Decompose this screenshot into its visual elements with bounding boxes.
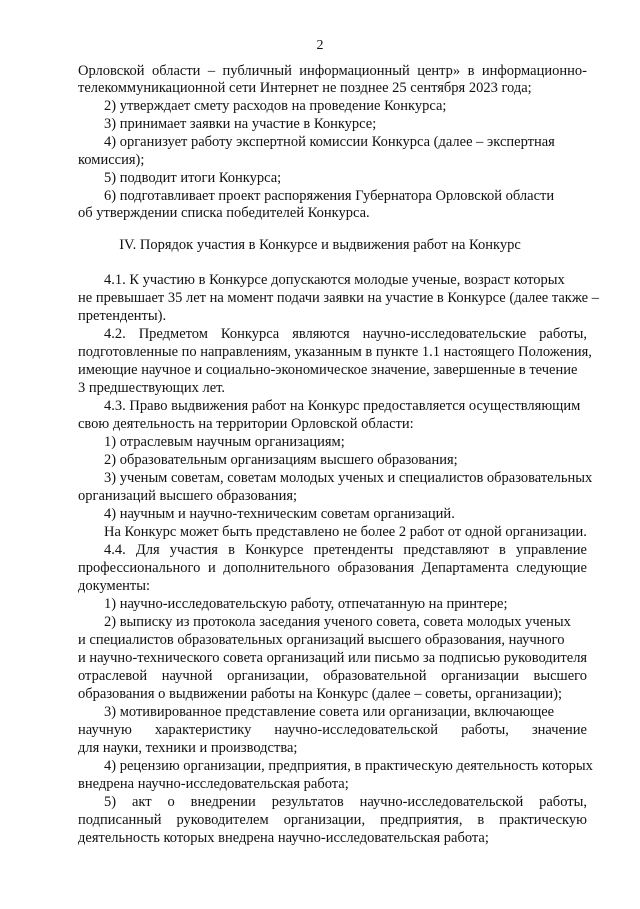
- list-item: 4) рецензию организации, предприятия, в практическую деятельность которых: [104, 758, 593, 774]
- page-number: 2: [316, 38, 324, 53]
- list-item: 2) выписку из протокола заседания ученого совета, совета молодых ученых: [104, 614, 571, 630]
- list-item: 3) принимает заявки на участие в Конкурсе;: [104, 116, 377, 132]
- paragraph-line: 4.3. Право выдвижения работ на Конкурс предоставляется осуществляющим: [104, 398, 581, 414]
- text-line: для науки, техники и производства;: [78, 740, 298, 756]
- list-item: 4) организует работу экспертной комиссии Конкурса (далее – экспертная: [104, 134, 555, 150]
- text-line: профессионального и дополнительного образования Департамента следующие: [78, 560, 587, 576]
- text-line: документы:: [78, 578, 151, 594]
- list-item: 5) акт о внедрении результатов научно-исследовательской работы,: [104, 794, 587, 810]
- text-line: и специалистов образовательных организаций высшего образования, научного: [78, 632, 565, 648]
- section-title: IV. Порядок участия в Конкурсе и выдвижения работ на Конкурс: [119, 237, 521, 253]
- text-line: отраслевой научной организации, образовательной организации высшего: [78, 668, 587, 684]
- paragraph-line: 4.4. Для участия в Конкурсе претенденты представляют в управление: [104, 542, 587, 558]
- text-line: деятельность которых внедрена научно-исследовательская работа;: [78, 830, 489, 846]
- list-item: 1) отраслевым научным организациям;: [104, 434, 345, 450]
- text-line: 3 предшествующих лет.: [78, 380, 226, 396]
- text-line: комиссия);: [78, 152, 145, 168]
- text-line: об утверждении списка победителей Конкурса.: [78, 205, 370, 221]
- list-item: 6) подготавливает проект распоряжения Губернатора Орловской области: [104, 188, 555, 204]
- text-line: подписанный руководителем организации, предприятия, в практическую: [78, 812, 587, 828]
- paragraph-line: 4.2. Предметом Конкурса являются научно-исследовательские работы,: [104, 326, 587, 342]
- paragraph-line: 4.1. К участию в Конкурсе допускаются молодые ученые, возраст которых: [104, 272, 565, 288]
- list-item: 3) мотивированное представление совета или организации, включающее: [104, 704, 555, 720]
- text-line: не превышает 35 лет на момент подачи заявки на участие в Конкурсе (далее также –: [78, 290, 599, 306]
- text-line: претенденты).: [78, 308, 167, 324]
- text-line: телекоммуникационной сети Интернет не позднее 25 сентября 2023 года;: [78, 80, 532, 96]
- list-item: 4) научным и научно-техническим советам организаций.: [104, 506, 455, 522]
- list-item: 1) научно-исследовательскую работу, отпечатанную на принтере;: [104, 596, 508, 612]
- text-line: Орловской области – публичный информационный центр» в информационно-: [78, 63, 587, 79]
- text-line: свою деятельность на территории Орловской области:: [78, 416, 414, 432]
- text-line: образования о выдвижении работы на Конкурс (далее – советы, организации);: [78, 686, 563, 702]
- list-item: 2) образовательным организациям высшего образования;: [104, 452, 458, 468]
- text-line: и научно-технического совета организаций или письмо за подписью руководителя: [78, 650, 588, 666]
- text-line: внедрена научно-исследовательская работа;: [78, 776, 349, 792]
- text-line: научную характеристику научно-исследовательской работы, значение: [78, 722, 587, 738]
- list-item: 3) ученым советам, советам молодых ученых и специалистов образовательных: [104, 470, 593, 486]
- paragraph-line: На Конкурс может быть представлено не более 2 работ от одной организации.: [104, 524, 587, 540]
- list-item: 2) утверждает смету расходов на проведение Конкурса;: [104, 98, 447, 114]
- text-line: организаций высшего образования;: [78, 488, 298, 504]
- text-line: имеющие научное и социально-экономическое значение, завершенные в течение: [78, 362, 578, 378]
- text-line: подготовленные по направлениям, указанным в пункте 1.1 настоящего Положения,: [78, 344, 592, 360]
- list-item: 5) подводит итоги Конкурса;: [104, 170, 282, 186]
